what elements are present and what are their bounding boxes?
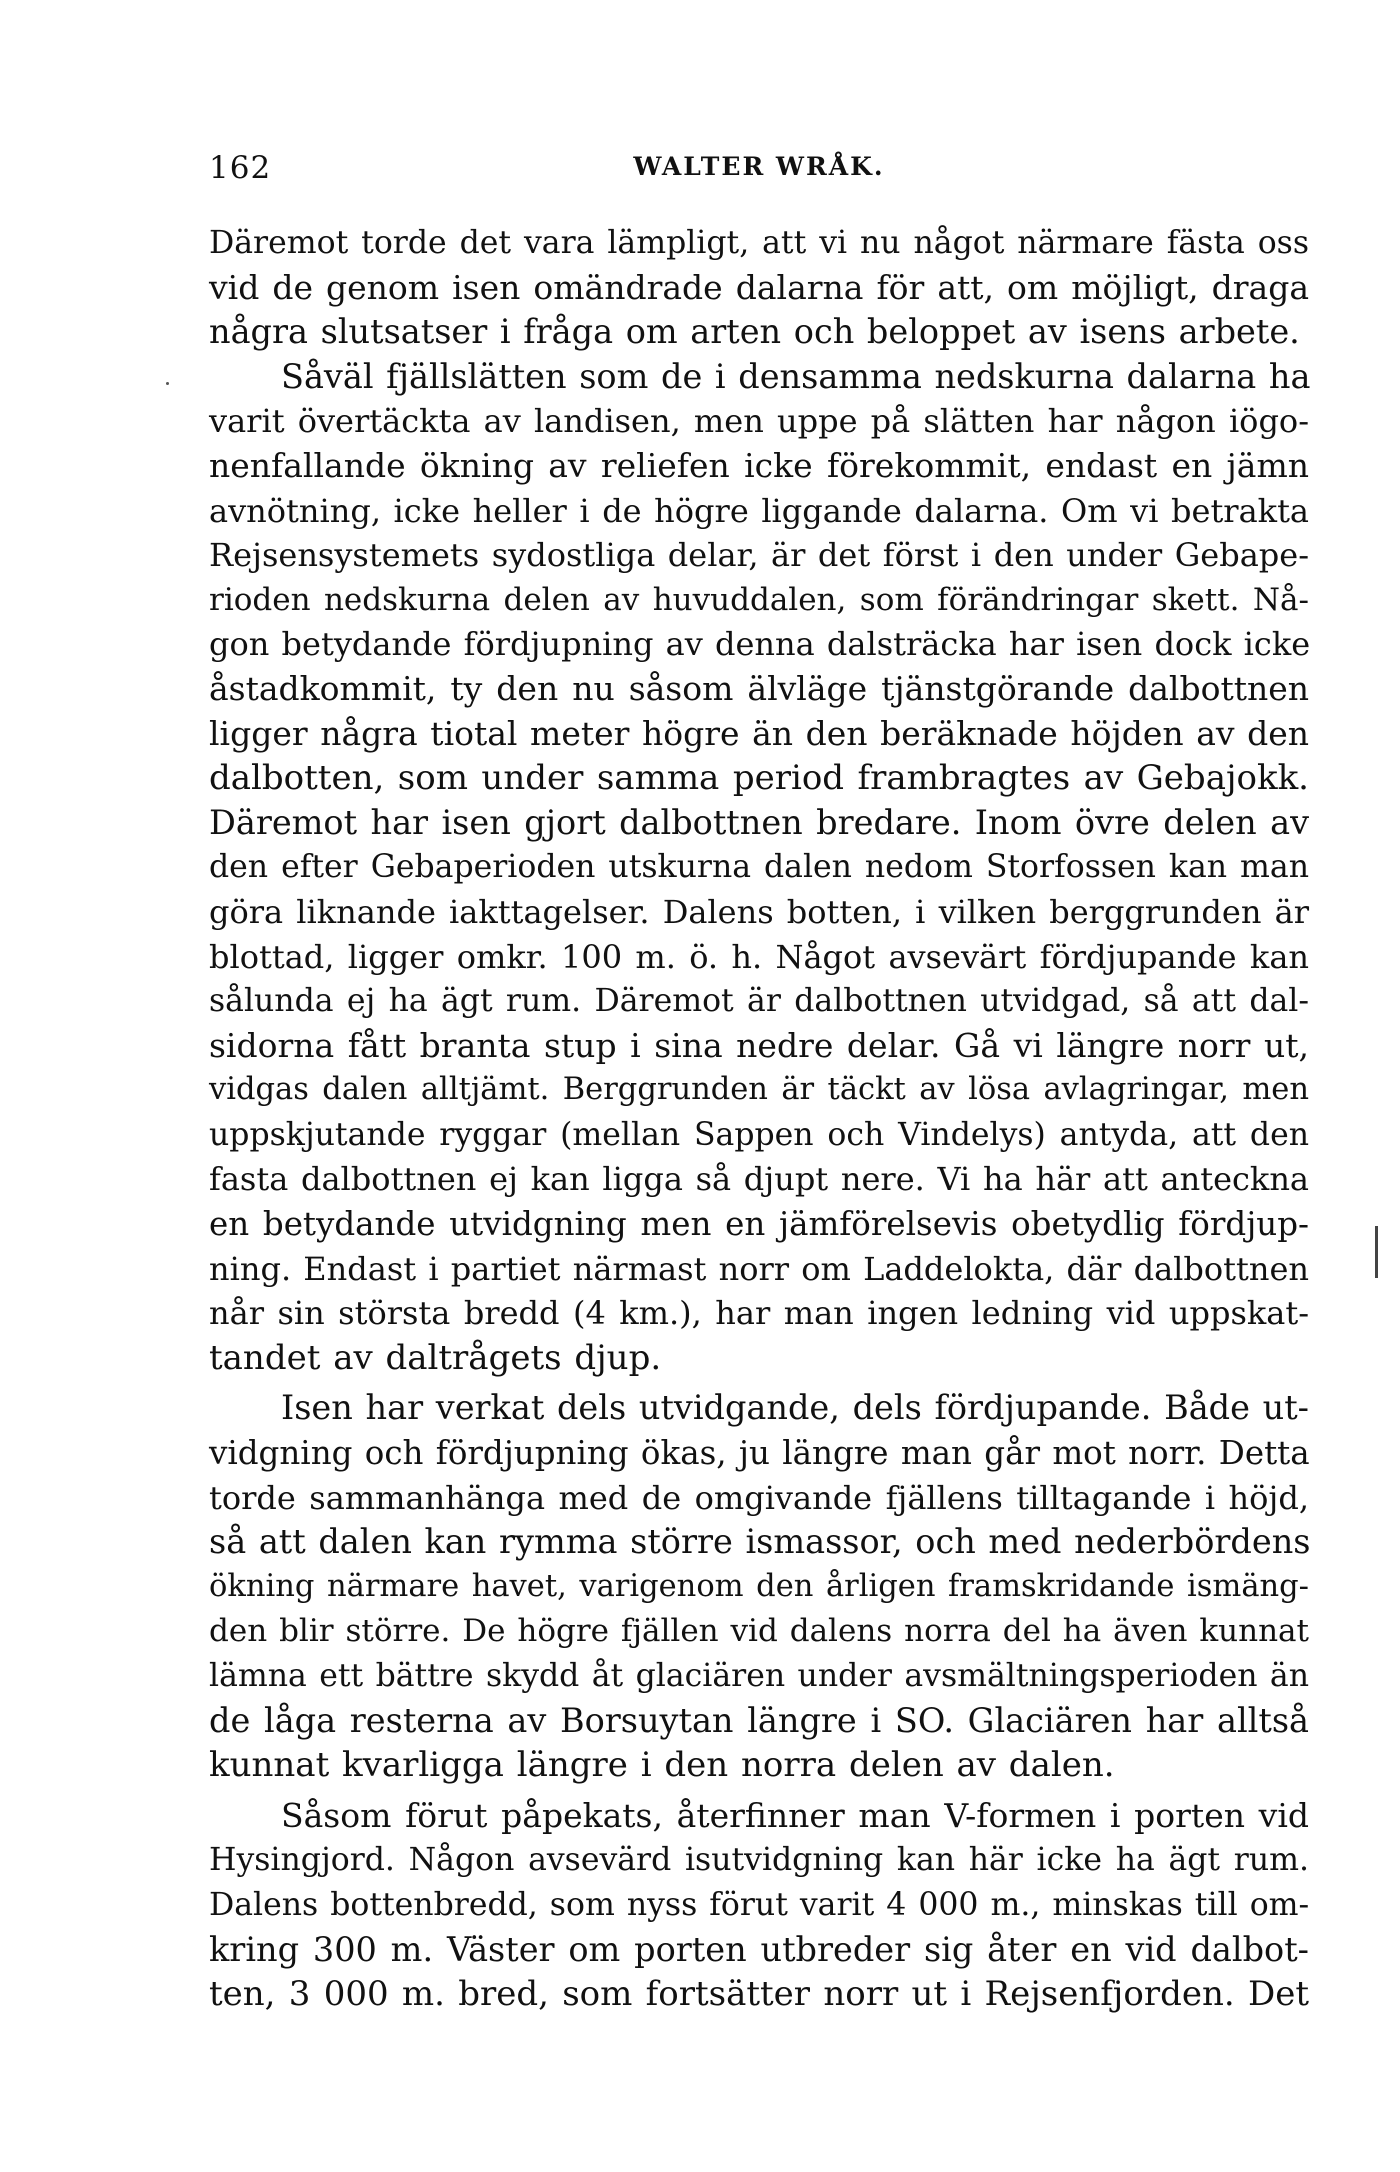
- text-line: vidgas dalen alltjämt. Berggrunden är täckt av lösa avlagringar, men: [209, 1072, 1309, 1108]
- text-line: göra liknande iakttagelser. Dalens botten, i vilken berggrunden är: [209, 892, 1309, 931]
- text-line: vidgning och fördjupning ökas, ju längre man går mot norr. Detta: [209, 1434, 1310, 1473]
- text-line: ten, 3 000 m. bred, som fortsätter norr ut i Rejsenfjorden. Det: [209, 1974, 1309, 2015]
- print-speck: [166, 382, 169, 385]
- text-line: varit övertäckta av landisen, men uppe på slätten har någon iögo-: [209, 402, 1309, 441]
- text-line: några slutsatser i fråga om arten och beloppet av isens arbete.: [209, 312, 1300, 352]
- text-line: Rejsensystemets sydostliga delar, är det först i den under Gebape-: [209, 536, 1309, 575]
- text-line: rioden nedskurna delen av huvuddalen, som förändringar skett. Nå-: [209, 581, 1309, 618]
- text-line: nenfallande ökning av reliefen icke förekommit, endast en jämn: [209, 445, 1309, 485]
- text-line: torde sammanhänga med de omgivande fjällens tilltagande i höjd,: [209, 1478, 1309, 1517]
- paragraph-4: [209, 1794, 1309, 2017]
- text-line: Hysingjord. Någon avsevärd isutvidgning kan här icke ha ägt rum.: [209, 1842, 1309, 1879]
- text-line: ning. Endast i partiet närmast norr om Laddelokta, där dalbottnen: [209, 1249, 1309, 1288]
- page-number: 162: [209, 150, 272, 186]
- body-text: [209, 221, 1309, 2017]
- page-header: [209, 150, 1309, 190]
- text-line: kunnat kvarligga längre i den norra delen av dalen.: [209, 1745, 1115, 1786]
- text-line: dalbotten, som under samma period frambragtes av Gebajokk.: [209, 758, 1309, 799]
- text-line: Däremot har isen gjort dalbottnen bredare. Inom övre delen av: [209, 802, 1309, 842]
- text-line: blottad, ligger omkr. 100 m. ö. h. Något avsevärt fördjupande kan: [209, 937, 1309, 976]
- text-line: en betydande utvidgning men en jämförelsevis obetydlig fördjup-: [209, 1205, 1309, 1244]
- text-line: Såväl fjällslätten som de i densamma nedskurna dalarna ha: [281, 356, 1311, 396]
- text-line: ökning närmare havet, varigenom den årligen framskridande ismäng-: [209, 1568, 1309, 1604]
- text-line: de låga resterna av Borsuytan längre i SO. Glaciären har alltså: [209, 1700, 1309, 1740]
- text-line: når sin största bredd (4 km.), har man ingen ledning vid uppskat-: [209, 1294, 1309, 1333]
- text-line: kring 300 m. Väster om porten utbreder sig åter en vid dalbot-: [209, 1929, 1309, 1969]
- running-head: WALTER WRÅK.: [633, 152, 885, 181]
- text-line: lämna ett bättre skydd åt glaciären under avsmältningsperioden än: [209, 1658, 1309, 1694]
- text-line: sidorna fått branta stup i sina nedre delar. Gå vi längre norr ut,: [209, 1025, 1309, 1065]
- text-line: den blir större. De högre fjällen vid dalens norra del ha även kunnat: [209, 1613, 1309, 1650]
- paragraph-2: [209, 355, 1309, 1381]
- text-line: Såsom förut påpekats, återfinner man V-formen i porten vid: [281, 1795, 1309, 1835]
- paragraph-1: [209, 221, 1309, 355]
- text-line: avnötning, icke heller i de högre liggande dalarna. Om vi betrakta: [209, 491, 1309, 530]
- text-line: Dalens bottenbredd, som nyss förut varit 4 000 m., minskas till om-: [209, 1886, 1310, 1923]
- text-line: fasta dalbottnen ej kan ligga så djupt nere. Vi ha här att anteckna: [209, 1160, 1309, 1199]
- text-line: åstadkommit, ty den nu såsom älvläge tjänstgörande dalbottnen: [209, 668, 1309, 708]
- text-line: tandet av daltrågets djup.: [209, 1337, 662, 1378]
- text-line: sålunda ej ha ägt rum. Däremot är dalbottnen utvidgad, så att dal-: [209, 983, 1309, 1020]
- scan-edge-mark: [1375, 1226, 1378, 1278]
- text-line: Däremot torde det vara lämpligt, att vi nu något närmare fästa oss: [209, 225, 1309, 261]
- text-line: uppskjutande ryggar (mellan Sappen och Vindelys) antyda, att den: [209, 1116, 1309, 1153]
- text-line: den efter Gebaperioden utskurna dalen nedom Storfossen kan man: [209, 849, 1309, 886]
- paragraph-3: [209, 1386, 1309, 1787]
- text-line: Isen har verkat dels utvidgande, dels fördjupande. Både ut-: [281, 1388, 1309, 1428]
- text-line: gon betydande fördjupning av denna dalsträcka har isen dock icke: [209, 625, 1311, 664]
- text-line: ligger några tiotal meter högre än den beräknade höjden av den: [209, 713, 1309, 753]
- text-line: så att dalen kan rymma större ismassor, och med nederbördens: [209, 1522, 1311, 1562]
- text-line: vid de genom isen omändrade dalarna för att, om möjligt, draga: [209, 267, 1309, 307]
